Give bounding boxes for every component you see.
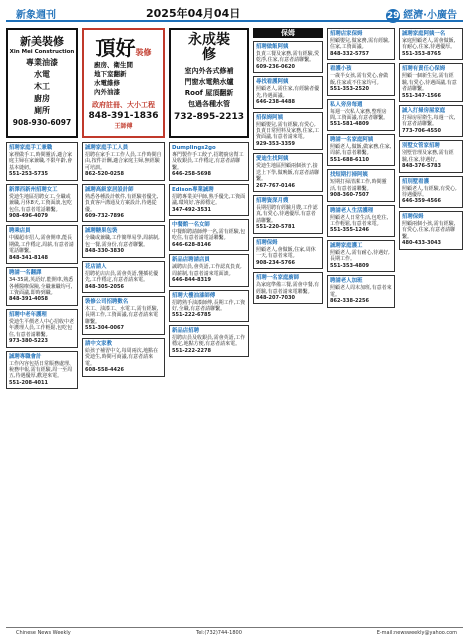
ad-title: 新品店聘請店員 xyxy=(172,257,210,264)
classified-ad xyxy=(82,184,165,223)
service-item: 廚房 xyxy=(34,94,50,103)
ad-phone: 551-347-1566 xyxy=(402,92,441,99)
classified-ad xyxy=(327,240,395,272)
ad-yongcheng xyxy=(169,28,249,138)
ad-dinghao-phone: 848-391-1836 xyxy=(88,111,159,121)
ad-title: 花店請人 xyxy=(85,263,107,270)
ad-body: 招聘店員及收銀員,需會英語,工作穩定,地點方便,有意者請來電。 xyxy=(172,334,246,348)
ad-phone: 862-520-0258 xyxy=(85,171,124,178)
ad-title: 招聘做飯阿姨 xyxy=(256,44,289,50)
classified-ad xyxy=(6,184,78,223)
ad-body: 打掃房屋衛生,每週一次,有意者請聯繫。 xyxy=(402,115,456,128)
footer-email: E-mail:newsweekly@yahoo.com xyxy=(376,630,457,636)
service-item: 水電維修 xyxy=(94,79,120,87)
ad-dinghao-contact: 王師傅 xyxy=(114,123,133,130)
ad-phone: 551-253-5735 xyxy=(9,171,48,178)
ad-title: 新品店招聘 xyxy=(172,327,199,334)
classified-ad xyxy=(327,28,395,60)
ad-yongcheng-lines xyxy=(171,66,247,110)
ad-title: 招聘大樓油漆師傅 xyxy=(172,292,216,299)
ad-title: 愛迪生找阿姨 xyxy=(256,156,289,163)
ad-phone: 646-844-8319 xyxy=(172,277,211,284)
service-item: 廁所 xyxy=(34,106,50,115)
ad-body: 短期打掃清潔工作,時間靈活,有意者請聯繫。 xyxy=(330,179,387,192)
ad-body: 照顧老人,會做飯,住家,周休一天,有意者來電。 xyxy=(256,246,316,260)
ad-phone: 551-208-4011 xyxy=(9,379,48,386)
ad-title: 誠聘專職會計 xyxy=(9,353,42,360)
classified-ad xyxy=(253,76,323,108)
ad-title: 聘請老人生活護理 xyxy=(330,207,374,214)
ad-phone: 646-628-8146 xyxy=(172,241,211,248)
section-title xyxy=(386,6,457,23)
ad-xinmei-title: 新美裝修 xyxy=(20,35,64,48)
ads-column-6 xyxy=(399,28,463,253)
ad-title: 招別墅看護 xyxy=(402,178,429,185)
footer-phone: Tel:(732)744-1800 xyxy=(196,630,242,636)
classified-ad xyxy=(82,338,165,377)
ad-title: 中餐館一名女師 xyxy=(172,222,210,229)
ads-column-4 xyxy=(253,28,323,307)
classified-ad xyxy=(169,184,249,216)
ad-title: 聘請老人加班 xyxy=(330,278,363,285)
ad-body: 照顧老人日常生活,包吃住,工作輕鬆,有意者來電。 xyxy=(330,214,389,227)
ad-body: 中餐館聘請師傅一名,需有經驗,包吃住,有意者請電話聯繫。 xyxy=(172,229,246,242)
ad-phone: 848-332-5757 xyxy=(330,50,369,57)
ad-body: 照顧老人周末加班,有意者來電。 xyxy=(330,285,392,298)
ad-title: 招聘家庭手工兼職 xyxy=(9,145,53,151)
classified-ad xyxy=(399,211,463,250)
ad-phone: 646-258-5698 xyxy=(172,171,211,178)
service-item: 木工 xyxy=(34,82,50,91)
ad-phone: 646-238-4488 xyxy=(256,99,295,106)
ad-title: 別墅女管家招聘 xyxy=(402,143,440,150)
ad-yongcheng-title: 永成裝修 xyxy=(188,32,230,63)
ad-body: 招聘在家手工工作人員,工作時間自由,按件計酬,適合家庭主婦,無經驗可培訓。 xyxy=(85,152,162,171)
ad-body: 負責三餐及家務,需有經驗,愛乾淨,住家,有意者請聯繫。 xyxy=(256,51,320,64)
classified-ad xyxy=(327,63,395,95)
ad-title: Edison專業誠聘 xyxy=(172,186,214,193)
ad-body: 木工、油漆工、水電工,需有經驗,長期工作,工資面議,有意者請來電聯繫。 xyxy=(85,306,159,325)
logo-text: 頂好 xyxy=(95,36,136,60)
ad-dinghao xyxy=(82,28,165,138)
ad-title: 聘請一名家庭阿姨 xyxy=(330,136,374,143)
classified-ad xyxy=(327,275,395,307)
classified-ad xyxy=(169,290,249,322)
ad-body: 家庭照顧老人,需會做飯,有耐心,住家,待遇優厚。 xyxy=(402,38,456,51)
page-header xyxy=(6,6,463,22)
ad-title: 誠聘家庭手工人員 xyxy=(85,145,129,151)
ad-body: 照顧兩個小孩,需有經驗,有愛心,住家,有意者請聯繫。 xyxy=(402,220,456,240)
ad-phone: 608-558-4426 xyxy=(85,367,124,373)
classified-ad xyxy=(253,41,323,73)
ad-phone: 551-220-5781 xyxy=(256,224,295,231)
ad-phone: 773-706-4550 xyxy=(402,127,441,134)
page-footer xyxy=(6,627,463,638)
ad-body: 愛迪生地區招聘女工,全職或兼職,月休8天,工資面談,包吃包住,有意者電話聯繫。 xyxy=(9,193,72,213)
classified-ad xyxy=(6,267,78,306)
footer-publication: Chinese News Weekly xyxy=(16,630,71,636)
classified-ad xyxy=(399,176,463,208)
ad-yongcheng-phone: 732-895-2213 xyxy=(173,112,245,122)
ad-title: 誠聘家庭護工 xyxy=(330,242,363,249)
ads-column-1 xyxy=(6,142,78,622)
service-item: 包過各種水管 xyxy=(188,100,230,108)
ad-title: 招聘保姆 xyxy=(402,213,424,220)
ad-body: 別墅管理及家務,需有經驗,住家,待遇好。 xyxy=(402,150,454,163)
ad-title: 裝修公司招聘數名 xyxy=(85,299,129,306)
ad-phone: 551-581-4809 xyxy=(330,121,369,128)
ad-dinghao-extra: 政府註冊、大小工程 xyxy=(92,101,155,109)
ad-title: 招聘一名家庭廚師 xyxy=(256,275,300,282)
classified-ad xyxy=(169,219,249,251)
classified-ad xyxy=(327,134,395,166)
classified-ad xyxy=(327,99,395,131)
ad-title: 尋找看護阿姨 xyxy=(256,79,289,86)
page-number: 29 xyxy=(386,11,400,21)
ad-phone: 848-330-3830 xyxy=(85,248,124,255)
ad-dinghao-items xyxy=(84,61,163,97)
classified-ad xyxy=(253,153,323,192)
classified-ad xyxy=(82,296,165,335)
ad-xinmei xyxy=(6,28,78,138)
classified-ad xyxy=(82,225,165,257)
ads-column-2 xyxy=(82,142,165,380)
ad-xinmei-phone: 908-930-6097 xyxy=(12,118,72,127)
ad-phone: 551-304-0067 xyxy=(85,325,124,332)
classified-ad xyxy=(327,205,395,237)
service-item: 地下室翻新 xyxy=(94,70,127,78)
ad-body: 照顧老人,有經驗,有愛心,待遇優厚。 xyxy=(402,185,457,199)
ad-title: 招聘有責任心保姆 xyxy=(402,66,446,73)
classified-ad xyxy=(169,325,249,357)
ad-title: 找短期打掃阿姨 xyxy=(330,172,368,179)
ad-title: 招聘資深月嫂 xyxy=(256,198,289,205)
classified-ad xyxy=(399,105,463,137)
ad-title: 聘請一名翻譯 xyxy=(9,270,42,277)
classified-ad xyxy=(399,63,463,102)
ad-phone: 551-353-4809 xyxy=(330,262,369,269)
classified-ad xyxy=(253,112,323,151)
ad-title: 新澤西新州招聘女工 xyxy=(9,186,58,193)
classified-ad xyxy=(82,142,165,181)
ad-title: 招保姆阿姨 xyxy=(256,114,283,121)
ad-body: 工作內容包括日常賬務處理、稅務申報,需有經驗,周一至周五,待遇優厚,歡迎來電。 xyxy=(9,360,75,380)
ad-phone: 848-391-4058 xyxy=(9,296,48,303)
ad-phone: 908-234-5766 xyxy=(256,259,295,266)
service-item: Roof 屋頂翻新 xyxy=(184,89,234,97)
ad-title: 聘乘店員 xyxy=(9,228,31,235)
ad-body: 照顧老人,需住家,有經驗者優先,待遇面議。 xyxy=(256,86,320,99)
ad-title: 誠入打掃房屋家庭 xyxy=(402,108,446,115)
ad-phone: 609-236-0620 xyxy=(256,63,295,70)
ad-body: 一歲半女孩,需有愛心,會做飯,住家或不住家均可。 xyxy=(330,73,389,86)
ad-body: 家裡做手工,時間靈活,適合家庭主婦在家兼職,不限年齡,會基本縫紉。 xyxy=(9,152,73,171)
service-item: 室內外各式修補 xyxy=(184,67,234,75)
ads-column-5 xyxy=(327,28,395,311)
ad-phone: 551-222-6785 xyxy=(172,312,211,319)
ad-title: 看護小孩 xyxy=(330,66,352,73)
ad-body: 招聘花店店員,需會英語,懂插花優先,工作穩定,有意者請來電。 xyxy=(85,270,159,284)
category-header-nanny: 保姆 xyxy=(253,28,323,38)
ad-body: 愛迪生平價老人中心招收中老年護理人員,工作輕鬆,包吃包住,有意者請聯繫。 xyxy=(9,318,75,338)
ad-title: 招聘店家保姆 xyxy=(330,31,363,37)
ad-phone: 609-732-7896 xyxy=(85,212,124,219)
ad-phone: 480-433-3043 xyxy=(402,240,441,247)
ad-phone: 848-305-2056 xyxy=(85,283,124,290)
ad-body: 招聘熟手油漆師傅,長期工作,工資好,全職,有意者請聯繫。 xyxy=(172,299,246,313)
ad-title: 私人旁房每週 xyxy=(330,101,363,108)
service-item: 門窗水電熱水爐 xyxy=(184,78,234,86)
ad-title: 誠聘高級家居設計師 xyxy=(85,186,134,193)
ad-phone: 551-355-1246 xyxy=(330,227,369,234)
ad-body: 專門製作手工餃子,招聘廚房幫工及收銀員,工作穩定,有意者請聯繫。 xyxy=(172,152,244,171)
ad-body: 誠聘店員,會英語,工作認真負責,周薪制,有意者請來電面談。 xyxy=(172,264,242,277)
classified-ad xyxy=(6,225,78,264)
ad-xinmei-services xyxy=(8,57,76,117)
ad-phone: 848-376-5783 xyxy=(402,163,441,170)
ad-phone: 929-353-3359 xyxy=(256,140,295,147)
section-name: 經濟·小廣告 xyxy=(403,10,457,21)
ad-body: 每週一次私人家務,整理房間,工資面議,有意者聯繫。 xyxy=(330,108,389,122)
issue-date: 2025年04月04日 xyxy=(146,7,241,20)
ad-body: 照顧嬰兒,做家務,需有經驗,住家,工資面議。 xyxy=(330,38,390,51)
service-item: 廚房、衛生間 xyxy=(94,61,133,69)
ad-body: 長期招聘有經驗月嫂,工作認真,有愛心,待遇優厚,有意者請聯繫。 xyxy=(256,205,318,224)
classified-ad xyxy=(399,140,463,172)
classified-ad xyxy=(253,272,323,304)
ad-title: 誠聘糖果包裝 xyxy=(85,228,118,235)
ad-body: 中國超市招人,需會開車,能長期做,工作穩定,周薪,有意者請電話聯繫。 xyxy=(9,235,74,255)
ad-body: 招聘專業美甲師,熟手優先,工資面議,環境好,客源穩定。 xyxy=(172,193,246,207)
ad-title: 招聘中老年護理 xyxy=(9,311,47,318)
ad-xinmei-subtitle: Xin Mei Construction xyxy=(9,49,75,55)
ad-body: 熟悉各種設計軟件,有經驗者優先,負責客戶溝通及方案設計,待遇從優。 xyxy=(85,193,159,213)
classified-ad xyxy=(253,237,323,269)
ad-title: 招聘保姆 xyxy=(256,239,278,246)
ad-title: 誠聘家庭阿姨一名 xyxy=(402,31,446,37)
service-item: 內外油漆 xyxy=(94,88,120,96)
publication-name: 新象週刊 xyxy=(16,10,56,21)
ad-title: Dumplings2go xyxy=(172,145,216,151)
classified-ad xyxy=(6,309,78,348)
ad-body: 全職或兼職,工作簡單易學,周薪制,包一餐,需身份,有意者聯繫。 xyxy=(85,235,160,248)
ad-phone: 973-380-5223 xyxy=(9,338,48,345)
classified-ad xyxy=(169,142,249,181)
ad-body: 給孩子補習中文,每周兩次,地點在愛迪生,時間可商議,有意者請來電。 xyxy=(85,347,159,367)
classified-ad xyxy=(6,142,78,181)
ad-dinghao-logo xyxy=(84,32,163,61)
ad-body: 為家庭準備三餐,需會中餐,有經驗,有意者請來電聯繫。 xyxy=(256,282,320,295)
ad-phone: 862-338-2256 xyxy=(330,298,369,304)
ad-phone: 347-492-3531 xyxy=(172,206,211,213)
ad-phone: 551-353-8765 xyxy=(402,50,441,57)
ad-title: 請中文家教 xyxy=(85,340,112,347)
ad-body: 照顧一個新生兒,需有經驗,有愛心,待遇面議,有意者請聯繫。 xyxy=(402,73,457,93)
ads-column-3 xyxy=(169,142,249,360)
ad-body: 照顧嬰兒,需有經驗,有愛心,負責日常照料及家務,住家,工資面議,有意者請來電。 xyxy=(256,121,320,141)
ad-phone: 646-359-4566 xyxy=(402,198,441,205)
ad-body: 照顧老人,需有耐心,待遇好,長期工作。 xyxy=(330,249,390,263)
classified-ad xyxy=(327,169,395,201)
ad-body: 34-35歲,英語好,能開車,熟悉各種醫療保險,全職兼職均可,工資面議,即時到職。 xyxy=(9,277,74,296)
classified-ad xyxy=(399,28,463,60)
ad-body: 照顧老人,做飯,做家務,住家,周薪,有意者聯繫。 xyxy=(330,143,392,157)
service-item: 專業油漆 xyxy=(26,58,58,67)
ad-phone: 848-341-8148 xyxy=(9,254,48,261)
logo-side: 裝修 xyxy=(135,48,152,57)
classified-ad xyxy=(82,261,165,293)
ad-phone: 908-360-7507 xyxy=(330,192,369,199)
classified-ad xyxy=(253,195,323,234)
ad-body: 愛迪生地區照顧兩個孩子,接送上下學,做晚飯,有意者請聯繫。 xyxy=(256,163,320,183)
ad-phone: 908-496-4079 xyxy=(9,212,48,219)
service-item: 水電 xyxy=(34,70,50,79)
classified-ad xyxy=(6,351,78,390)
ad-phone: 267-767-0146 xyxy=(256,182,295,189)
ad-phone: 551-688-6110 xyxy=(330,156,369,163)
ad-phone: 551-353-2520 xyxy=(330,86,369,93)
ad-phone: 848-207-7030 xyxy=(256,294,295,301)
classified-ad xyxy=(169,254,249,286)
ad-phone: 551-222-2278 xyxy=(172,347,211,354)
